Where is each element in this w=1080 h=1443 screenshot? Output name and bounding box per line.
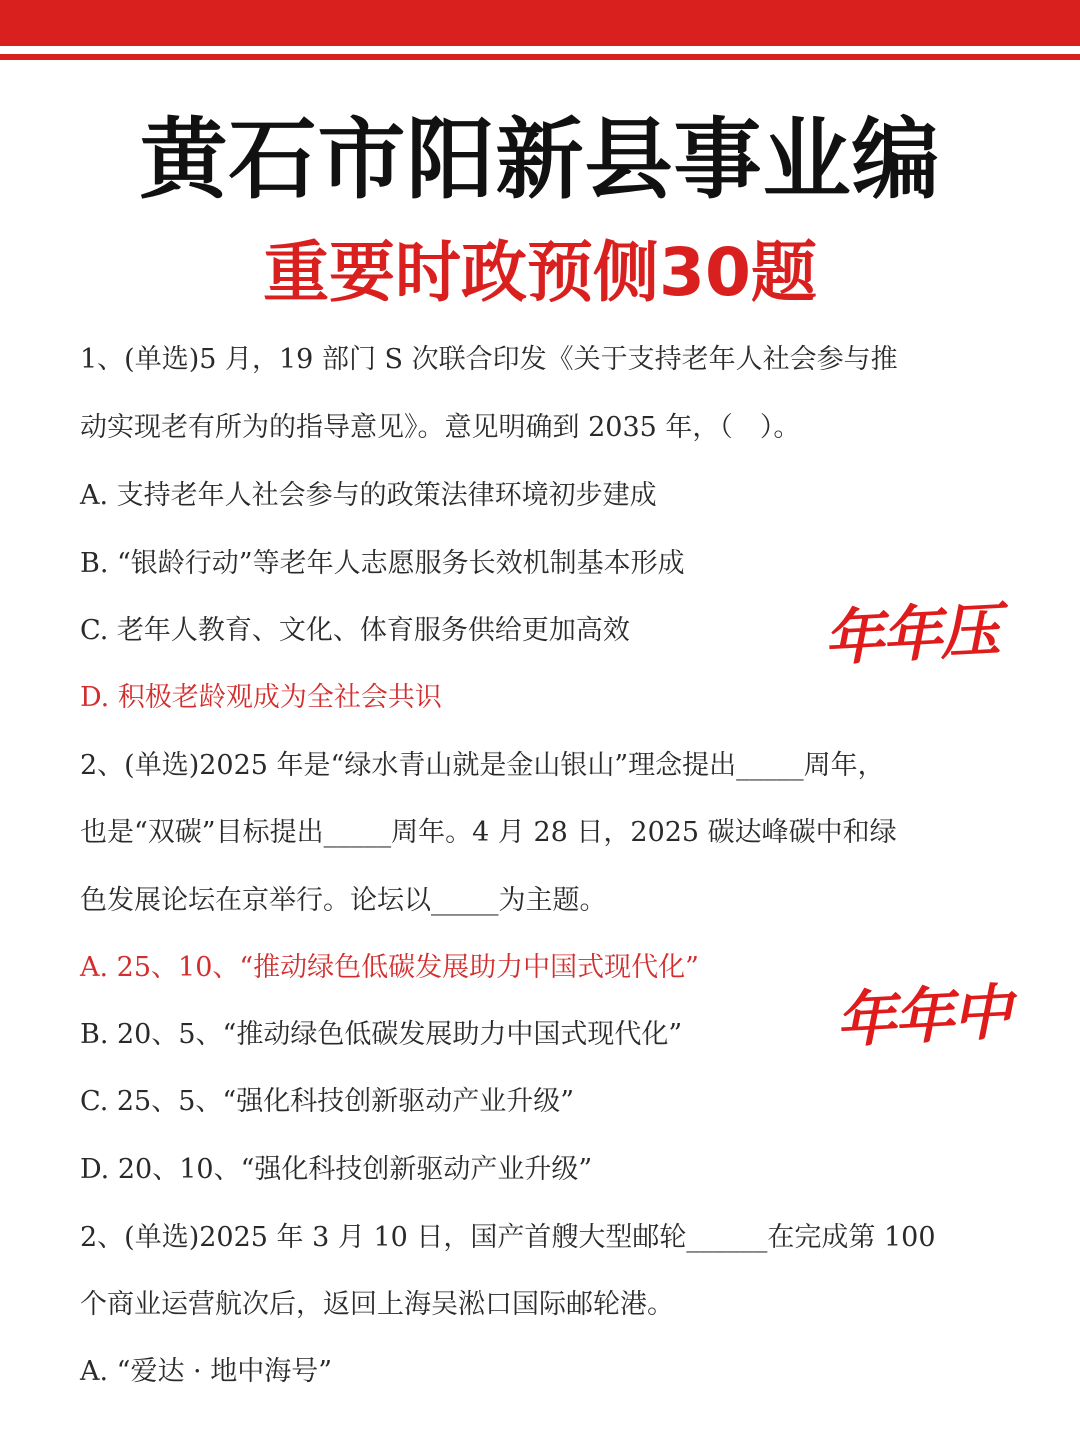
top-red-stripe bbox=[0, 54, 1080, 60]
q1-option-a: A. 支持老年人社会参与的政策法律环境初步建成 bbox=[80, 480, 657, 511]
q1-stem-line-1: 1、(单选)5 月，19 部门 S 次联合印发《关于支持老年人社会参与推 bbox=[80, 344, 898, 375]
q2-option-c: C. 25、5、“强化科技创新驱动产业升级” bbox=[80, 1086, 575, 1117]
stamp-nian-nian-zhong: 年年中 bbox=[834, 977, 1012, 1057]
q2-stem-line-3: 色发展论坛在京举行。论坛以_____为主题。 bbox=[80, 885, 607, 916]
q2-option-a-answer: A. 25、10、“推动绿色低碳发展助力中国式现代化” bbox=[80, 952, 699, 983]
top-red-band bbox=[0, 0, 1080, 46]
q2-stem-line-1: 2、(单选)2025 年是“绿水青山就是金山银山”理念提出_____周年， bbox=[80, 750, 885, 781]
q1-option-c: C. 老年人教育、文化、体育服务供给更加高效 bbox=[80, 615, 630, 646]
page-subtitle: 重要时政预侧30题 bbox=[263, 234, 817, 311]
q2-option-d: D. 20、10、“强化科技创新驱动产业升级” bbox=[80, 1154, 593, 1185]
q3-stem-line-2: 个商业运营航次后，返回上海吴淞口国际邮轮港。 bbox=[80, 1289, 674, 1320]
stamp-nian-nian-ya: 年年压 bbox=[822, 595, 1000, 675]
q1-option-d-answer: D. 积极老龄观成为全社会共识 bbox=[80, 682, 442, 713]
q3-stem-line-1: 2、(单选)2025 年 3 月 10 日，国产首艘大型邮轮______在完成第 100 bbox=[80, 1222, 936, 1253]
q2-option-b: B. 20、5、“推动绿色低碳发展助力中国式现代化” bbox=[80, 1019, 683, 1050]
q3-option-a: A. “爱达 · 地中海号” bbox=[80, 1356, 333, 1387]
q1-option-b: B. “银龄行动”等老年人志愿服务长效机制基本形成 bbox=[80, 548, 685, 579]
q2-stem-line-2: 也是“双碳”目标提出_____周年。4 月 28 日，2025 碳达峰碳中和绿 bbox=[80, 817, 897, 848]
page-title: 黄石市阳新县事业编 bbox=[139, 108, 941, 211]
q1-stem-line-2: 动实现老有所为的指导意见》。意见明确到 2035 年，（ ）。 bbox=[80, 412, 801, 443]
